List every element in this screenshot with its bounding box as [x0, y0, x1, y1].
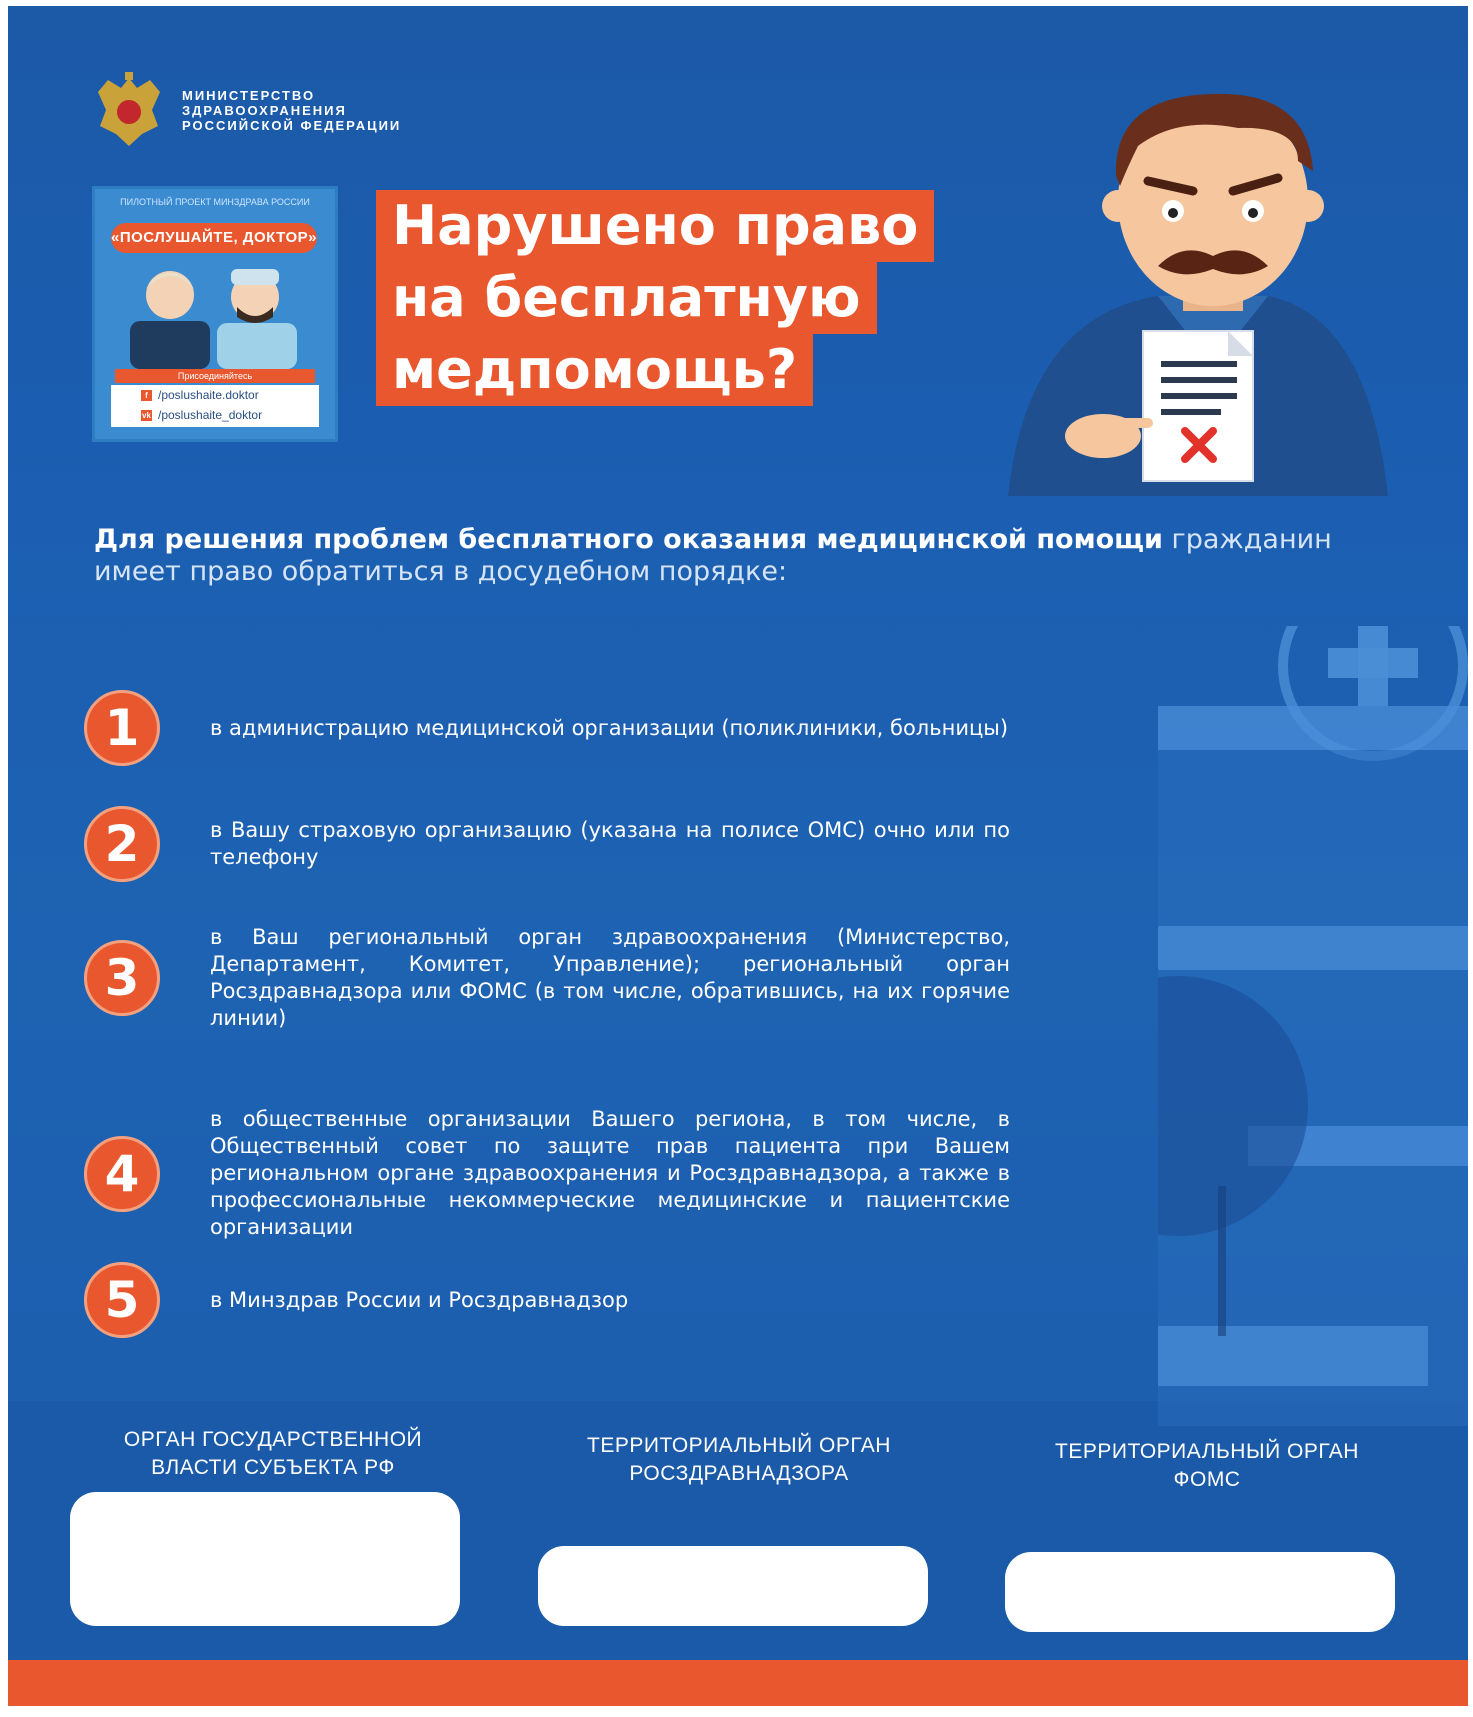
contact-box-foms[interactable] — [1005, 1552, 1395, 1632]
headline-line-1: Нарушено право — [376, 190, 934, 262]
contact-column-government — [78, 1426, 468, 1482]
list-item-text: в Ваш региональный орган здравоохранения (Министерство, Департамент, Комитет, Управление); региональный орган Росздравнадзора или ФОМС (в том числе, обратившись, на их горячие линии) — [210, 925, 1010, 1030]
list-item-number: 5 — [84, 1262, 160, 1338]
doctors-illustration-icon — [105, 259, 325, 369]
list-item-number: 1 — [84, 690, 160, 766]
vk-link-text: /poslushaite_doktor — [158, 408, 263, 422]
list-item-text: в общественные организации Вашего региона, в том числе, в Общественный совет по защите прав пациента при Вашем региональном органе здравоохранения и Росздравнадзора, а также в профессиональные некоммерческие медицинские и пациентские организации — [210, 1107, 1010, 1239]
headline-line-3: медпомощь? — [376, 334, 813, 406]
project-card — [92, 186, 338, 442]
list-item-text: в Вашу страховую организацию (указана на полисе ОМС) очно или по телефону — [210, 818, 1010, 869]
contact-column-roszdravnadzor — [544, 1432, 934, 1488]
vk-link[interactable] — [111, 405, 319, 425]
list-item — [84, 806, 1024, 882]
list-item-number: 3 — [84, 940, 160, 1016]
facebook-link-text: /poslushaite.doktor — [158, 388, 259, 402]
ministry-name-line-1: МИНИСТЕРСТВО — [182, 87, 316, 103]
headline-line-2: на бесплатную — [376, 262, 877, 334]
coat-of-arms-icon — [90, 70, 168, 150]
project-card-links — [111, 385, 319, 427]
doctor-illustration-icon — [1008, 66, 1428, 496]
list-item — [84, 690, 1024, 766]
facebook-link[interactable] — [111, 385, 319, 405]
bottom-accent-strip — [8, 1660, 1468, 1706]
list-item — [84, 924, 1024, 1032]
list-item-text: в Минздрав России и Росздравнадзор — [210, 1287, 629, 1312]
project-card-caption: ПИЛОТНЫЙ ПРОЕКТ МИНЗДРАВА РОССИИ — [120, 197, 310, 207]
intro-text — [94, 524, 1394, 588]
list-item — [84, 1106, 1024, 1241]
ministry-name-line-2: ЗДРАВООХРАНЕНИЯ — [182, 102, 347, 118]
contact-box-government[interactable] — [70, 1492, 460, 1626]
list-item-number: 4 — [84, 1136, 160, 1212]
project-card-invite: Присоединяйтесь — [115, 369, 315, 383]
list-item-number: 2 — [84, 806, 160, 882]
contact-column-foms — [1012, 1438, 1402, 1494]
ministry-name-line-3: РОССИЙСКОЙ ФЕДЕРАЦИИ — [182, 117, 402, 133]
list-item-text: в администрацию медицинской организации (поликлиники, больницы) — [210, 715, 1009, 740]
contact-box-roszdravnadzor[interactable] — [538, 1546, 928, 1626]
contact-label-foms: ТЕРРИТОРИАЛЬНЫЙ ОРГАН ФОМС — [1055, 1440, 1359, 1491]
contact-label-government: ОРГАН ГОСУДАРСТВЕННОЙ ВЛАСТИ СУБЪЕКТА РФ — [123, 1428, 423, 1479]
ministry-header — [90, 70, 401, 150]
vk-icon: vk — [142, 410, 151, 420]
contact-label-roszdravnadzor: ТЕРРИТОРИАЛЬНЫЙ ОРГАН РОСЗДРАВНАДЗОРА — [587, 1434, 891, 1485]
hospital-decoration-icon — [1158, 626, 1468, 1426]
poster — [8, 6, 1468, 1706]
project-card-title: «ПОСЛУШАЙТЕ, ДОКТОР» — [111, 223, 317, 253]
facebook-icon: f — [141, 390, 152, 401]
intro-text-rest: гражданин имеет право обратиться в досудебном порядке: — [94, 524, 1332, 587]
list-item — [84, 1262, 1024, 1338]
intro-text-bold: Для решения проблем бесплатного оказания медицинской помощи — [94, 524, 1163, 555]
